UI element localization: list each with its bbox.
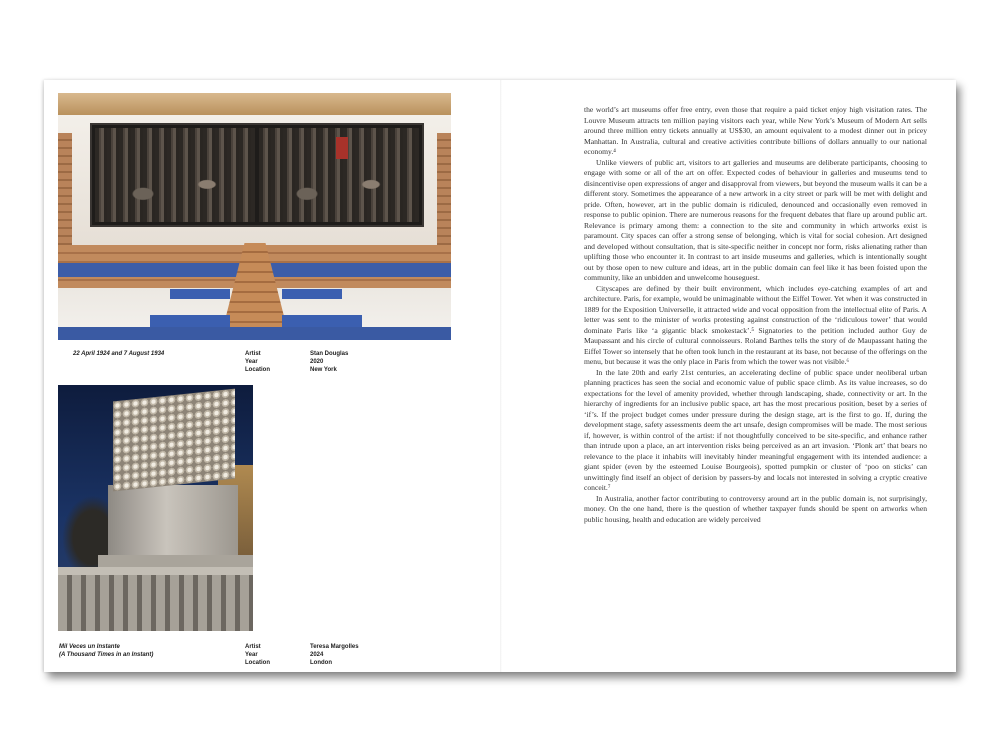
value-location: New York — [310, 367, 337, 373]
blue-bench — [282, 315, 362, 327]
figure1-labels — [245, 350, 270, 374]
balustrade — [58, 567, 253, 631]
figure2-values — [310, 643, 359, 667]
blue-bench — [170, 289, 230, 299]
label-artist: Artist — [245, 351, 261, 357]
page-gutter — [500, 80, 502, 672]
blue-bench — [150, 315, 230, 327]
label-year: Year — [245, 359, 258, 365]
figure2-labels — [245, 643, 270, 667]
blue-bench-front — [58, 327, 451, 340]
plinth-sculpture-photo — [58, 385, 253, 631]
panorama-artwork — [90, 123, 424, 227]
figure1-title: 22 April 1924 and 7 August 1934 — [73, 351, 165, 357]
value-year: 2020 — [310, 359, 324, 365]
balustrade-rail — [58, 567, 253, 575]
body-text-column — [584, 105, 927, 525]
label-location: Location — [245, 367, 270, 373]
blue-bench-left — [58, 263, 243, 277]
ceiling — [58, 93, 451, 115]
value-artist: Teresa Margolles — [310, 644, 359, 650]
book-spread — [44, 80, 956, 672]
value-location: London — [310, 660, 332, 666]
paragraph-2: Unlike viewers of public art, visitors to art galleries and museums are deliberate participants, choosing to engage with some or all of the art on offer. Expected codes of behaviour in galleries and museums tend to disincentivise open expressions of anger and disapproval from viewers, but beyond the museum walls it can be a different story. Sometimes the appearance of a new artwork in a city street or park will be met with delight and pride. Often, however, art in the public domain is ridiculed, denounced and occasionally even removed in response to public opinion. There are numerous reasons for the frequent debates that flare up around public art. Relevance is primary among them: a connection to the site and community in which artworks exist is paramount. City spaces can offer a strong sense of belonging, which is vital for social cohesion. Art designed and developed without consultation, that is site-specific neither in concept nor form, risks alienating rather than uplifting those who encounter it. In contrast to art inside museums and galleries, which is intentionally sought out by those open to new culture and ideas, art in the public domain can feel like it has been foisted upon the community, like an unbidden and unwelcome houseguest. — [584, 157, 927, 282]
blue-bench-right — [268, 263, 451, 277]
panorama-panel-left — [95, 128, 255, 222]
figure2-title-line1: Mil Veces un Instante — [59, 644, 120, 650]
figure2-title — [59, 643, 153, 659]
value-artist: Stan Douglas — [310, 351, 349, 357]
value-year: 2024 — [310, 652, 324, 658]
paragraph-3: Cityscapes are defined by their built environment, which includes eye-catching examples of art and architecture. Paris, for example, would be unimaginable without the Eiffel Tower. Yet when it was constructed in 1889 for the Exposition Universelle, it attracted wide and vocal opposition from the intellectual elite of Paris. A letter was sent to the minister of works protesting against construction of the ‘ridiculous tower’ that would dominate Paris like ‘a gigantic black smokestack’.⁵ Signatories to the petition included author Guy de Maupassant and his circle of cultural connoisseurs. Roland Barthes tells the story of de Maupassant hating the Eiffel Tower so intensely that he often took lunch in the restaurant at its base, not because of the offerings on the menu, but because it was the only place in Paris from which the tower was not visible.⁶ — [584, 283, 927, 366]
paragraph-5: In Australia, another factor contributing to controversy around art in the public domain is, not surprisingly, money. On the one hand, there is the question of whether taxpayer funds should be spent on artworks when public housing, health and education are widely perceived — [584, 493, 927, 524]
figure2-title-line2: (A Thousand Times in an Instant) — [59, 652, 154, 658]
label-year: Year — [245, 652, 258, 658]
paragraph-1: the world’s art museums offer free entry, even those that require a paid ticket enjoy high visitation rates. The Louvre Museum attracts ten million paying visitors each year, while New York’s Museum of Modern Art sells around three million entry tickets annually at US$30, an amount equivalent to a modest dinner out in pricey Manhattan. In Australia, cultural and creative activities contribute billions of dollars annually to our national economy.⁴ — [584, 105, 927, 156]
figure1-values — [310, 350, 348, 374]
label-artist: Artist — [245, 644, 261, 650]
red-detail — [336, 137, 348, 159]
gallery-panorama-photo — [58, 93, 451, 340]
label-location: Location — [245, 660, 270, 666]
sculpture-cube — [113, 389, 235, 492]
paragraph-4: In the late 20th and early 21st centuries, an accelerating decline of public space under neoliberal urban planning practices has seen the social and economic value of public space climb. As its value increases, so do expectations for the level of amenity provided, whether through landscaping, shade, connectivity or art. In the hierarchy of ingredients for an inclusive public space, art has the most precarious position, beset by a series of ‘if’s. If the project budget comes under pressure during the design stage, art is the first to go. If, during the development stage, safety assessments deem the art unsafe, design compromises will be made. The most serious if, however, is within control of the artist: if not thoughtfully conceived to be site-specific, and enhance rather than intrude upon a place, an art intervention risks being perceived as an art invasion. ‘Plonk art’ that bears no relevance to the place it inhabits will inevitably hinder meaningful engagement with its intended audience: a giant spider (even by the esteemed Louise Bourgeois), spotted pumpkin or cluster of ‘poo on sticks’ can unwittingly find itself an object of derision by passers-by and locals not interested in solving a cryptic creative conceit.⁷ — [584, 367, 927, 492]
blue-bench — [282, 289, 342, 299]
